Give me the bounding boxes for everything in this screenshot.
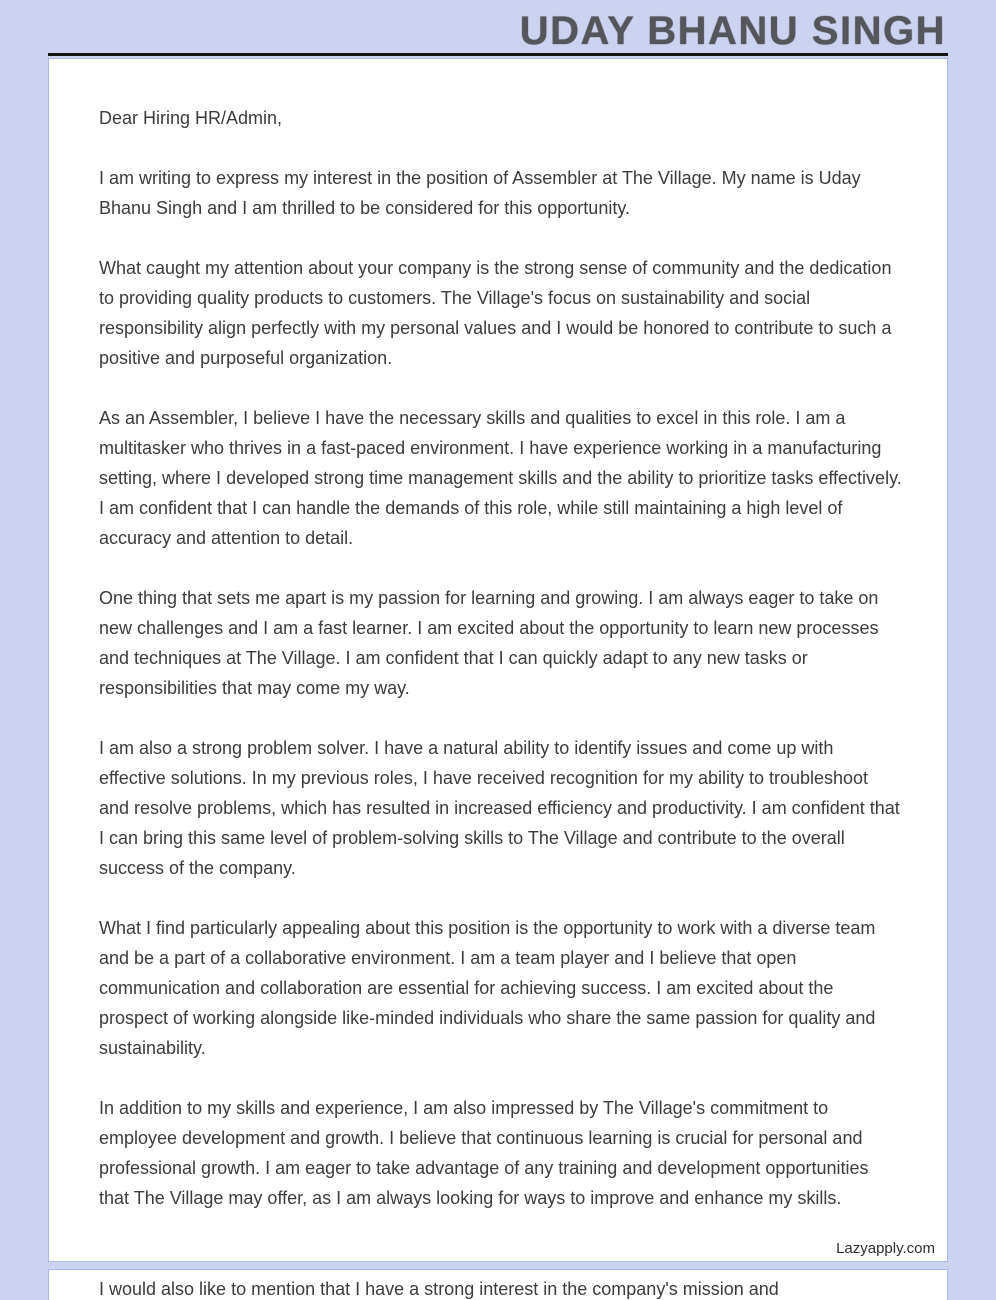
- letter-paragraph: What caught my attention about your company is the strong sense of community and the dedication to providing quality products to customers. The Village's focus on sustainability and social responsibility align perfectly with my personal values and I would be honored to contribute to such a positive and purposeful organization.: [99, 258, 892, 368]
- salutation: Dear Hiring HR/Admin,: [99, 108, 283, 128]
- letter-paragraph: What I find particularly appealing about this position is the opportunity to work with a diverse team and be a part of a collaborative environment. I am a team player and I believe that open communication and collaboration are essential for achieving success. I am excited about the prospect of working alongside like-minded individuals who share the same passion for quality and sustainability.: [99, 918, 876, 1058]
- letter-paragraph: I am also a strong problem solver. I have a natural ability to identify issues and come up with effective solutions. In my previous roles, I have received recognition for my ability to troubleshoot and resolve problems, which has resulted in increased efficiency and productivity. I am confident that I can bring this same level of problem-solving skills to The Village and contribute to the overall success of the company.: [99, 738, 900, 878]
- header-divider: [48, 53, 948, 56]
- letter-paragraph: I would also like to mention that I have a strong interest in the company's mission and: [99, 1279, 779, 1299]
- letter-page-2: [48, 1269, 948, 1300]
- letter-paragraph: In addition to my skills and experience, I am also impressed by The Village's commitment to employee development and growth. I believe that continuous learning is crucial for personal and professional growth. I am eager to take advantage of any training and development opportunities that The Village may offer, as I am always looking for ways to improve and enhance my skills.: [99, 1098, 869, 1208]
- letter-paragraph: As an Assembler, I believe I have the necessary skills and qualities to excel in this role. I am a multitasker who thrives in a fast-paced environment. I have experience working in a manufacturing setting, where I developed strong time management skills and the ability to prioritize tasks effectively. I am confident that I can handle the demands of this role, while still maintaining a high level of accuracy and attention to detail.: [99, 408, 902, 548]
- document-header: [48, 0, 946, 53]
- header-name: UDAY BHANU SINGH: [519, 9, 946, 53]
- letter-page-1: [48, 58, 948, 1262]
- watermark: Lazyapply.com: [836, 1240, 935, 1257]
- letter-paragraph: I am writing to express my interest in the position of Assembler at The Village. My name is Uday Bhanu Singh and I am thrilled to be considered for this opportunity.: [99, 168, 861, 218]
- letter-paragraph: One thing that sets me apart is my passion for learning and growing. I am always eager to take on new challenges and I am a fast learner. I am excited about the opportunity to learn new processes and techniques at The Village. I am confident that I can quickly adapt to any new tasks or responsibilities that may come my way.: [99, 588, 879, 698]
